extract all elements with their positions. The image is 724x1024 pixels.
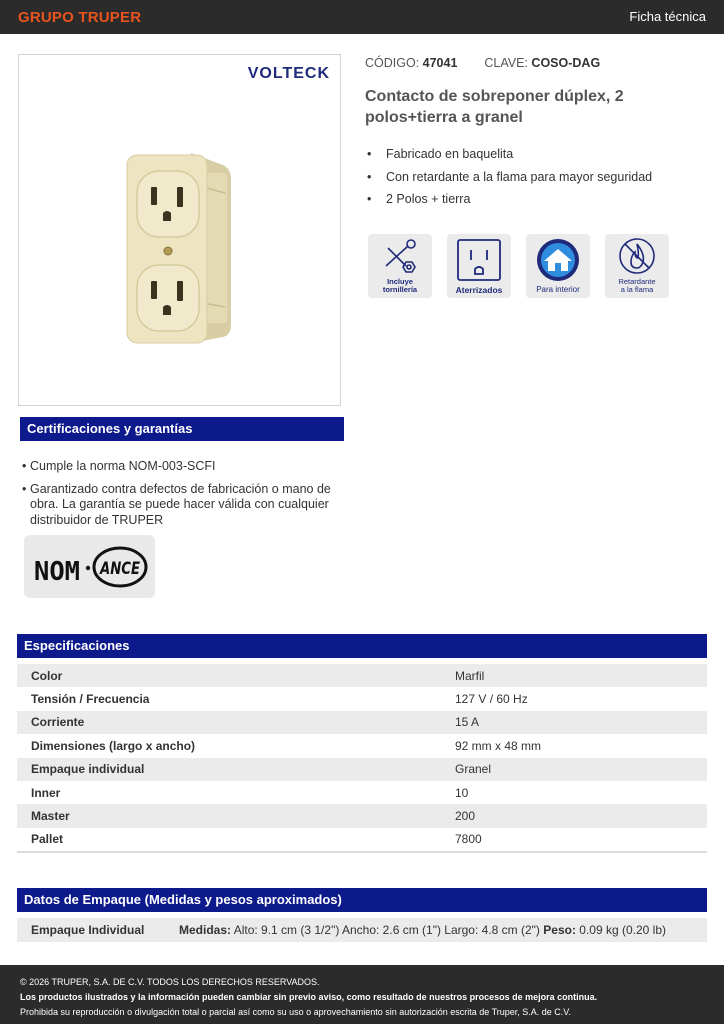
document-type-label: Ficha técnica: [629, 9, 706, 24]
badge-aterrizados: [447, 234, 511, 298]
clave-value: COSO-DAG: [531, 56, 601, 70]
product-image-frame: [18, 54, 341, 406]
spec-label: Master: [31, 809, 70, 824]
table-row: [17, 664, 707, 687]
spec-label: Corriente: [31, 715, 85, 730]
certifications-header: Certificaciones y garantías: [20, 417, 344, 441]
certification-item: • Garantizado contra defectos de fabricación o mano de obra. La garantía se puede hacer válida con cualquier distribuidor de TRUPER: [22, 482, 342, 529]
medidas-label: Medidas:: [179, 923, 232, 937]
spec-label: Color: [31, 668, 63, 683]
spec-value: Granel: [455, 762, 492, 777]
copyright-text: © 2026 TRUPER, S.A. DE C.V. TODOS LOS DERECHOS RESERVADOS.: [20, 977, 320, 987]
product-codes: [365, 56, 600, 70]
feature-item: • 2 Polos + tierra: [365, 190, 652, 213]
specifications-table: [17, 664, 707, 851]
spec-value: 200: [455, 809, 476, 824]
footer: [0, 965, 724, 1024]
product-title: Contacto de sobreponer dúplex, 2 polos+tierra a granel: [365, 88, 624, 126]
spec-value: 127 V / 60 Hz: [455, 692, 528, 707]
table-row: [17, 711, 707, 734]
peso-label: Peso:: [543, 923, 576, 937]
badge-label: a la flama: [620, 285, 654, 294]
table-row: [17, 804, 707, 827]
disclaimer-text: Los productos ilustrados y la información pueden cambiar sin previo aviso, como resultado de nuestros procesos de mejora continua.: [20, 992, 598, 1002]
packaging-header: Datos de Empaque (Medidas y pesos aproximados): [17, 888, 707, 912]
badge-label: Aterrizados: [455, 285, 503, 295]
table-row: [17, 828, 707, 851]
specifications-header: Especificaciones: [17, 634, 707, 658]
feature-list: [365, 145, 652, 213]
table-row: [17, 758, 707, 781]
packaging-label: Empaque Individual: [31, 923, 145, 937]
spec-value: 92 mm x 48 mm: [455, 738, 542, 753]
peso-value: 0.09 kg (0.20 lb): [579, 923, 667, 937]
legal-text: Prohibida su reproducción o divulgación total o parcial así como su uso o aprovechamiento sin autorización escrita de Truper, S.A. de C.V.: [20, 1007, 571, 1017]
codigo-label: CÓDIGO:: [365, 56, 420, 70]
feature-item: • Con retardante a la flama para mayor seguridad: [365, 168, 652, 191]
volteck-logo: VOLTECK: [247, 65, 330, 82]
duplex-outlet-image: [119, 147, 239, 347]
packaging-row: [17, 918, 707, 942]
spec-value: 10: [455, 785, 469, 800]
badge-interior: [526, 234, 590, 298]
screw-wrench-icon: [368, 236, 432, 280]
grupo-truper-logo: GRUPO TRUPER: [18, 9, 142, 26]
badge-label: Retardante: [618, 277, 656, 286]
nom-logo-text: NOM: [34, 557, 80, 587]
badge-tornilleria: [368, 234, 432, 298]
ance-logo-text: ANCE: [98, 559, 141, 579]
codigo-value: 47041: [422, 56, 458, 70]
certification-item: • Cumple la norma NOM-003-SCFI: [22, 459, 342, 475]
house-icon: [526, 236, 590, 284]
table-row: [17, 687, 707, 710]
table-row: [17, 734, 707, 757]
spec-label: Dimensiones (largo x ancho): [31, 738, 196, 753]
spec-value: 15 A: [455, 715, 480, 730]
nom-ance-logo: [24, 535, 155, 598]
flame-retardant-icon: [605, 236, 669, 278]
spec-value: Marfil: [455, 668, 485, 683]
spec-label: Pallet: [31, 832, 64, 847]
packaging-value: [179, 918, 666, 942]
medidas-value: Alto: 9.1 cm (3 1/2") Ancho: 2.6 cm (1") Largo: 4.8 cm (2"): [233, 923, 540, 937]
specifications-divider: [17, 851, 707, 853]
spec-value: 7800: [455, 832, 482, 847]
badge-label: tornillería: [382, 285, 418, 294]
clave-label: CLAVE:: [484, 56, 528, 70]
certifications-list: [22, 459, 342, 535]
badge-label: Para interior: [536, 285, 580, 294]
spec-label: Tensión / Frecuencia: [31, 692, 150, 707]
spec-label: Empaque individual: [31, 762, 145, 777]
badge-label: Incluye: [387, 277, 413, 286]
grounded-outlet-icon: [447, 236, 511, 284]
table-row: [17, 781, 707, 804]
spec-label: Inner: [31, 785, 61, 800]
badge-retardante: [605, 234, 669, 298]
feature-item: • Fabricado en baquelita: [365, 145, 652, 168]
top-bar: [0, 0, 724, 34]
